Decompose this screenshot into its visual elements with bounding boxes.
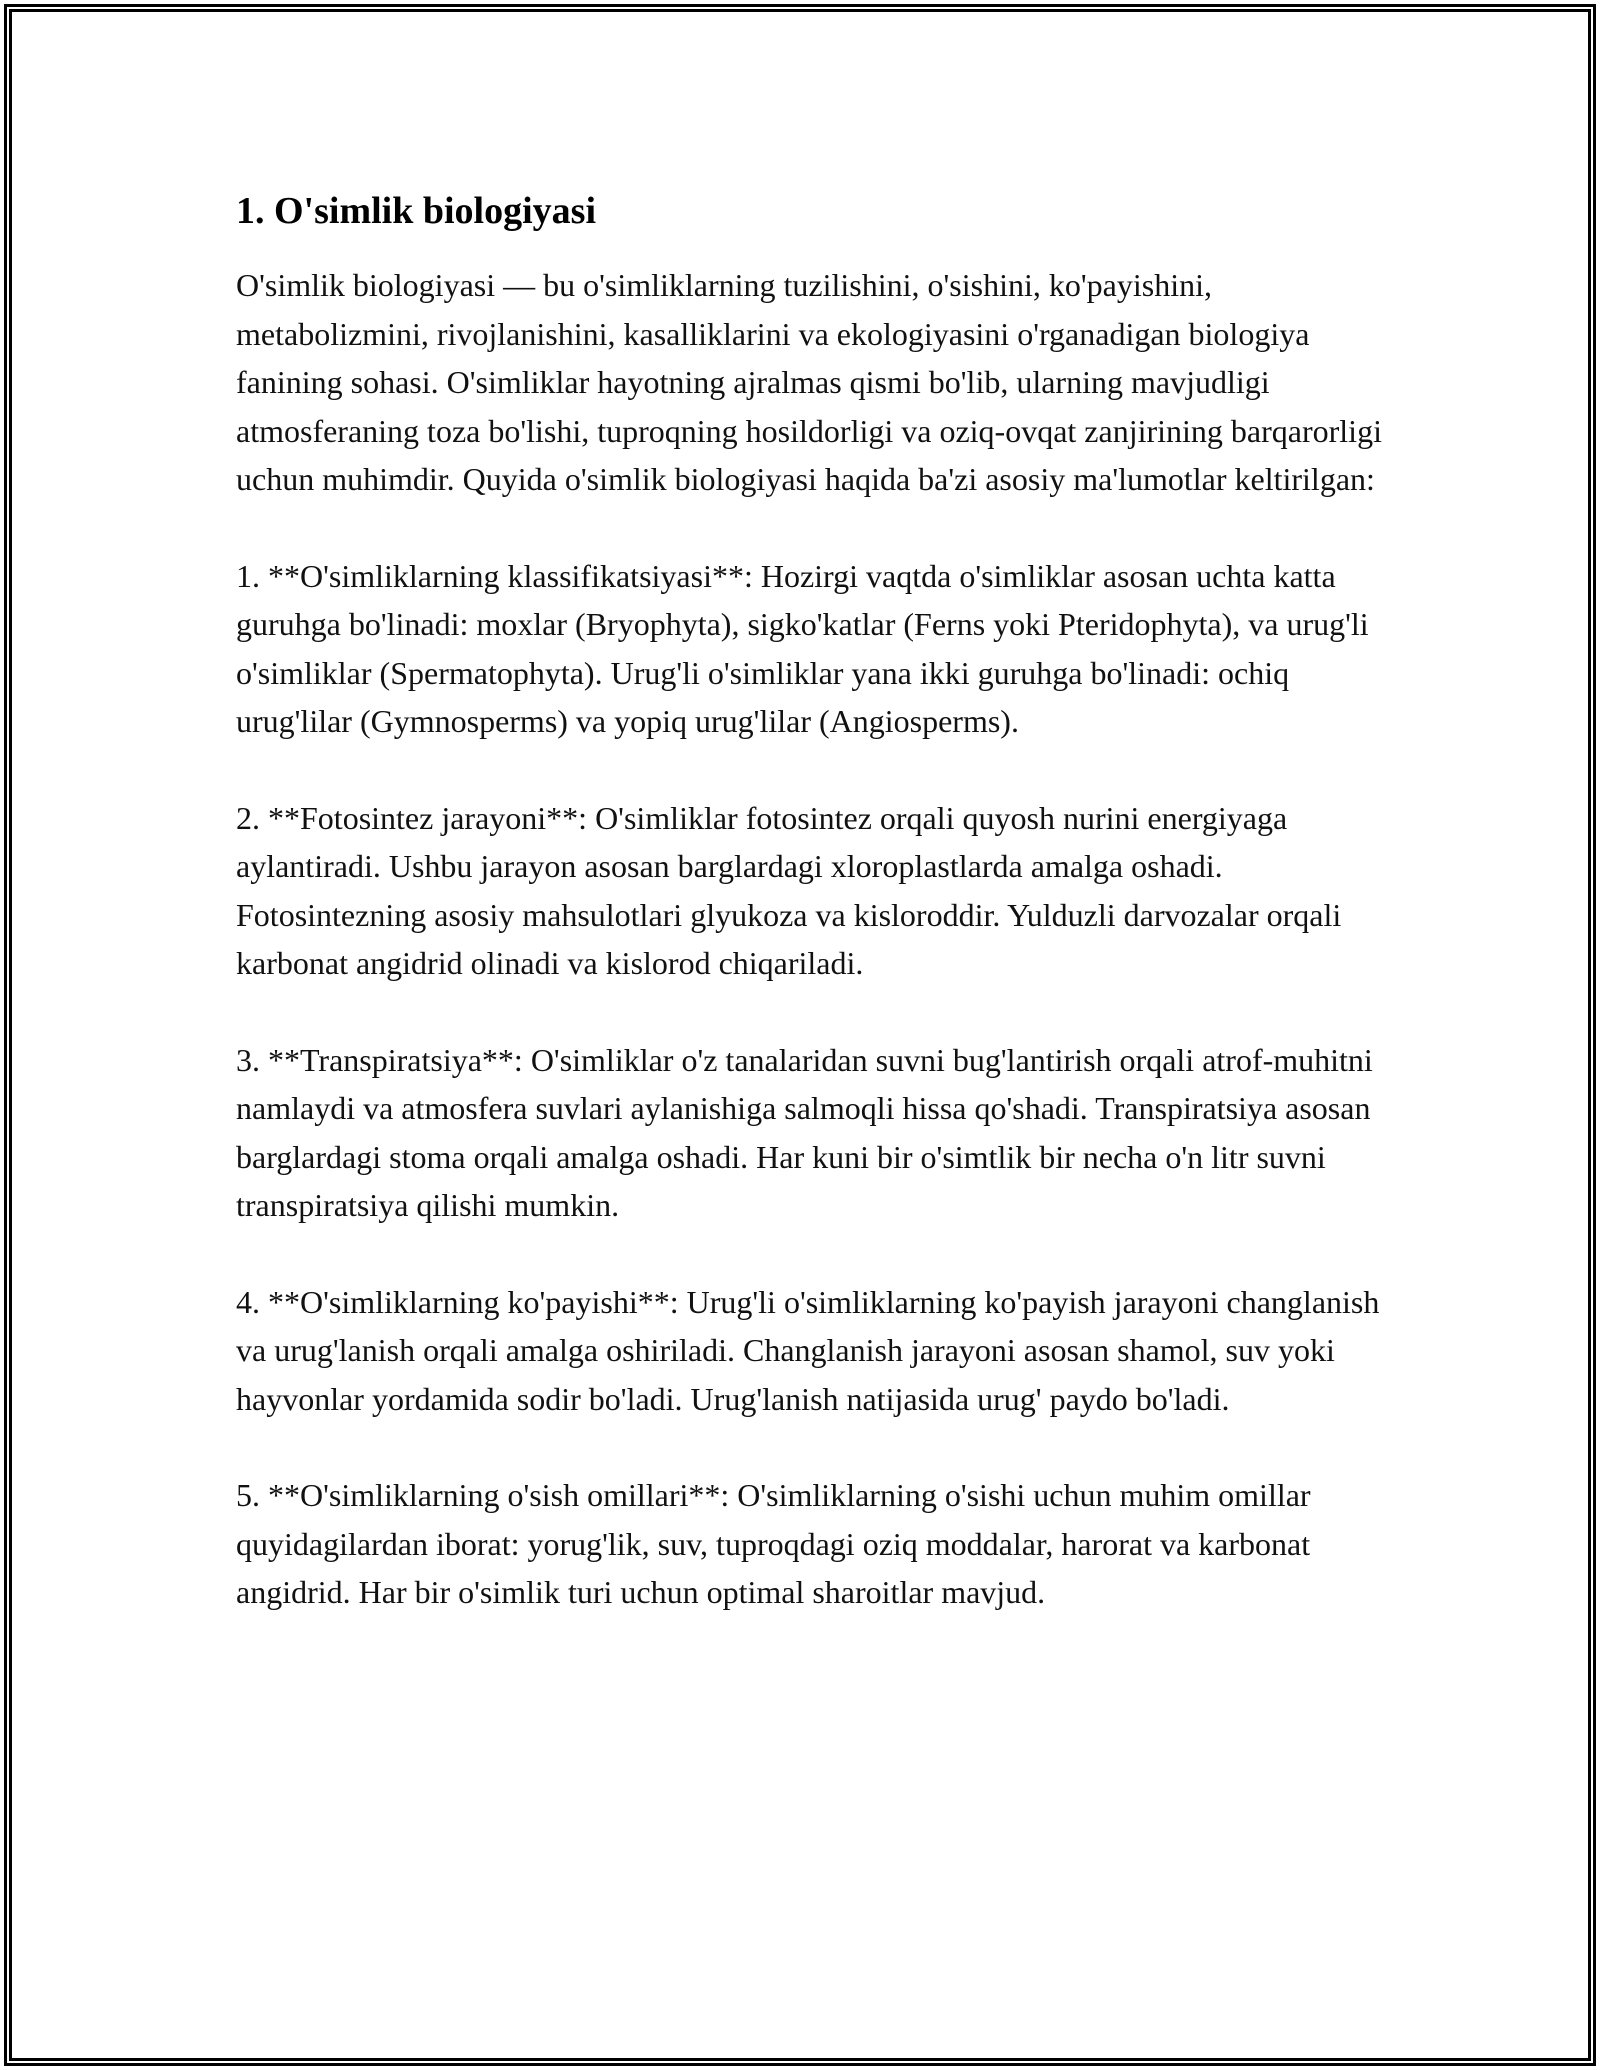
document-body [236,186,1386,1617]
section-photosynthesis: 2. **Fotosintez jarayoni**: O'simliklar fotosintez orqali quyosh nurini energiyaga aylantiradi. Ushbu jarayon asosan barglardagi xloroplastlarda amalga oshadi. Fotosintezning asosiy mahsulotlari glyukoza va kisloroddir. Yulduzli darvozalar orqali karbonat angidrid olinadi va kislorod chiqariladi. [236,799,1342,981]
intro-paragraph: O'simlik biologiyasi — bu o'simliklarning tuzilishini, o'sishini, ko'payishini, metabolizmini, rivojlanishini, kasalliklarini va ekologiyasini o'rganadigan biologiya fanining sohasi. O'simliklar hayotning ajralmas qismi bo'lib, ularning mavjudligi atmosferaning toza bo'lishi, tuproqning hosildorligi va oziq-ovqat zanjirining barqarorligi uchun muhimdir. Quyida o'simlik biologiyasi haqida ba'zi asosiy ma'lumotlar keltirilgan: [236,267,1382,497]
document-title: 1. O'simlik biologiyasi [236,190,597,232]
section-classification: 1. **O'simliklarning klassifikatsiyasi**: Hozirgi vaqtda o'simliklar asosan uchta katta guruhga bo'linadi: moxlar (Bryophyta), sigko'katlar (Ferns yoki Pteridophyta), va urug'li o'simliklar (Spermatophyta). Urug'li o'simliklar yana ikki guruhga bo'linadi: ochiq urug'lilar (Gymnosperms) va yopiq urug'lilar (Angiosperms). [236,557,1369,739]
section-transpiration: 3. **Transpiratsiya**: O'simliklar o'z tanalaridan suvni bug'lantirish orqali atrof-muhitni namlaydi va atmosfera suvlari aylanishiga salmoqli hissa qo'shadi. Transpiratsiya asosan barglardagi stoma orqali amalga oshadi. Har kuni bir o'simtlik bir necha o'n litr suvni transpiratsiya qilishi mumkin. [236,1041,1373,1223]
section-reproduction: 4. **O'simliklarning ko'payishi**: Urug'li o'simliklarning ko'payish jarayoni changlanish va urug'lanish orqali amalga oshiriladi. Changlanish jarayoni asosan shamol, suv yoki hayvonlar yordamida sodir bo'ladi. Urug'lanish natijasida urug' paydo bo'ladi. [236,1283,1380,1417]
section-growth-factors: 5. **O'simliklarning o'sish omillari**: O'simliklarning o'sishi uchun muhim omillar quyidagilardan iborat: yorug'lik, suv, tuproqdagi oziq moddalar, harorat va karbonat angidrid. Har bir o'simlik turi uchun optimal sharoitlar mavjud. [236,1477,1311,1610]
